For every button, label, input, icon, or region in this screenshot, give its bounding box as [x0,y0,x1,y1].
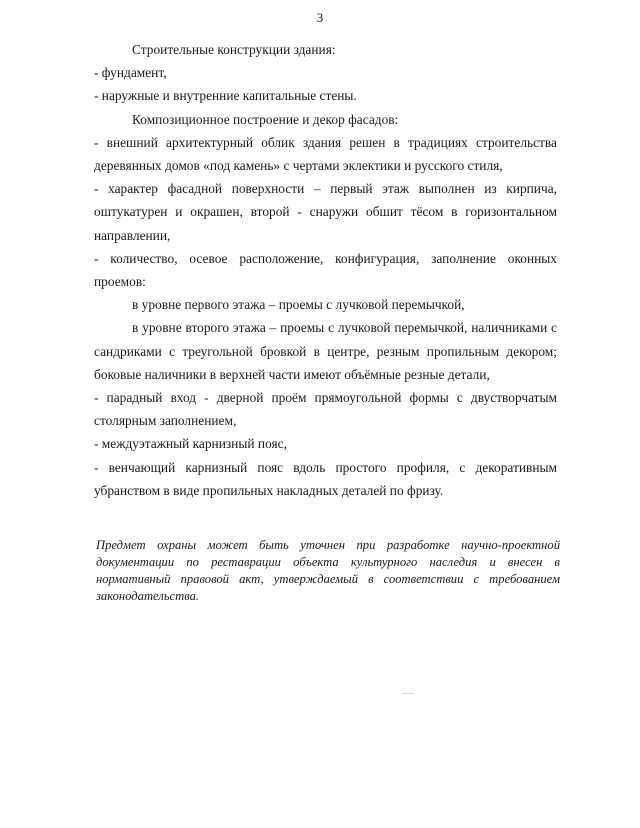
window-first-floor: в уровне первого этажа – проемы с лучковой перемычкой, [132,297,465,313]
composition-item-appearance: - внешний архитектурный облик здания решен в традициях строительства деревянных домов «под камень» с чертами эклектики и русского стиля, [94,134,557,174]
composition-item-facade-surface: - характер фасадной поверхности – первый этаж выполнен из кирпича, оштукатурен и окрашен, второй - снаружи обшит тёсом в горизонтальном направлении, [94,181,557,243]
page-number: 3 [316,10,324,25]
final-item-cornice-belt: - междуэтажный карнизный пояс, [94,436,287,452]
protection-note: Предмет охраны может быть уточнен при разработке научно-проектной документации по реставрации объекта культурного наследия и внесен в нормативный правовой акт, утверждаемый в соответствии с требованием законодательства. [96,538,560,603]
composition-item-windows: - количество, осевое расположение, конфигурация, заполнение оконных проемов: [94,250,557,290]
final-item-entrance: - парадный вход - дверной проём прямоугольной формы с двустворчатым столярным заполнением, [94,390,557,429]
composition-heading: Композиционное построение и декор фасадов: [132,111,399,127]
structures-item-foundation: - фундамент, [94,65,167,81]
document-body [94,38,557,502]
scan-speck [402,693,414,694]
structures-heading: Строительные конструкции здания: [132,42,336,57]
structures-item-walls: - наружные и внутренние капитальные стены. [94,88,357,104]
final-item-crowning-cornice: - венчающий карнизный пояс вдоль простого профиля, с декоративным убранством в виде пропильных накладных деталей по фризу. [94,459,557,498]
window-second-floor: в уровне второго этажа – проемы с лучковой перемычкой, наличниками с сандриками с треугольной бровкой в центре, резным пропильным декором; боковые наличники в верхней части имеют объёмные резные детали, [94,320,557,382]
